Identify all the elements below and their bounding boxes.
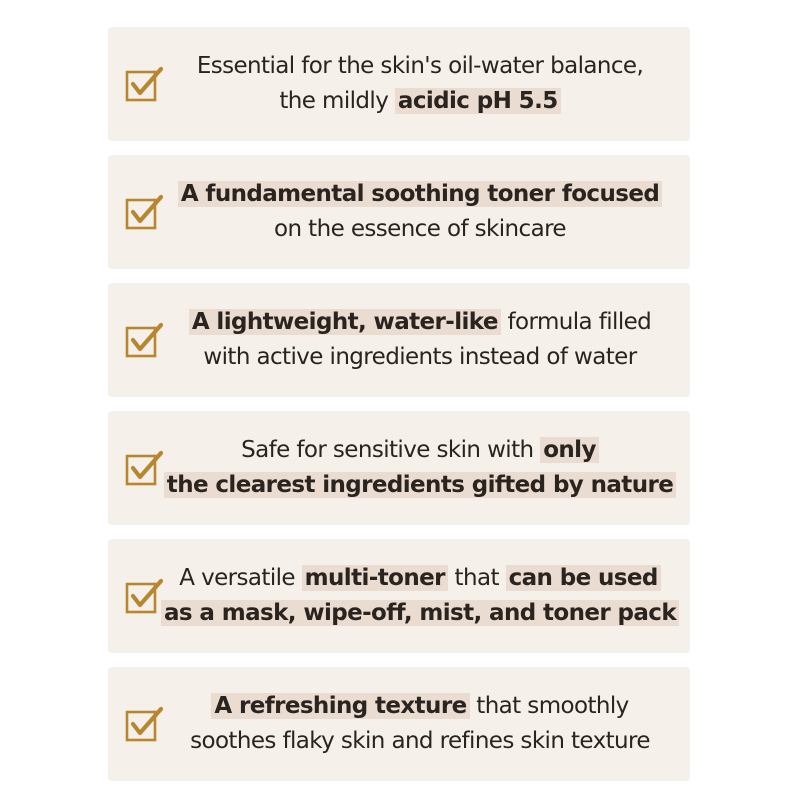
feature-card xyxy=(108,667,690,781)
feature-line2 xyxy=(190,724,650,759)
highlighted-text: A fundamental soothing toner focused xyxy=(178,181,662,207)
feature-line1 xyxy=(197,49,643,84)
feature-card xyxy=(108,411,690,525)
checkbox-check-icon xyxy=(125,578,165,614)
plain-text: formula filled xyxy=(500,309,652,335)
highlighted-text: can be used xyxy=(506,565,661,591)
plain-text: with active ingredients instead of water xyxy=(203,344,637,370)
highlighted-text: A refreshing texture xyxy=(211,693,469,719)
feature-line2 xyxy=(203,340,636,375)
feature-line1 xyxy=(189,305,651,340)
feature-line1 xyxy=(178,177,662,212)
feature-card xyxy=(108,283,690,397)
highlighted-text: only xyxy=(540,437,599,463)
feature-card xyxy=(108,539,690,653)
feature-text xyxy=(176,283,664,397)
feature-text xyxy=(163,539,677,653)
checkbox-check-icon xyxy=(125,66,165,102)
feature-line1 xyxy=(241,433,599,468)
highlighted-text: multi-toner xyxy=(302,565,448,591)
plain-text: that xyxy=(447,565,506,591)
checkbox-check-icon xyxy=(125,194,165,230)
plain-text: soothes flaky skin and refines skin texture xyxy=(190,728,650,754)
plain-text: Safe for sensitive skin with xyxy=(241,437,541,463)
feature-card xyxy=(108,155,690,269)
feature-text xyxy=(176,27,664,141)
plain-text: Essential for the skin's oil-water balance, xyxy=(196,53,644,79)
plain-text: A versatile xyxy=(179,565,302,591)
checkbox-check-icon xyxy=(125,450,165,486)
feature-line2 xyxy=(279,84,560,119)
plain-text: that smoothly xyxy=(469,693,629,719)
feature-line2 xyxy=(274,212,566,247)
feature-text xyxy=(176,667,664,781)
feature-line2 xyxy=(161,596,679,631)
feature-line1 xyxy=(211,689,628,724)
feature-list xyxy=(108,27,690,795)
feature-line2 xyxy=(164,468,676,503)
feature-text xyxy=(176,155,664,269)
feature-text xyxy=(166,411,674,525)
plain-text: the mildly xyxy=(279,88,395,114)
plain-text: on the essence of skincare xyxy=(274,216,566,242)
highlighted-text: as a mask, wipe-off, mist, and toner pack xyxy=(161,600,679,626)
highlighted-text: the clearest ingredients gifted by nature xyxy=(164,472,676,498)
checkbox-check-icon xyxy=(125,706,165,742)
highlighted-text: A lightweight, water-like xyxy=(189,309,501,335)
feature-line1 xyxy=(179,561,660,596)
highlighted-text: acidic pH 5.5 xyxy=(395,88,561,114)
feature-card xyxy=(108,27,690,141)
checkbox-check-icon xyxy=(125,322,165,358)
